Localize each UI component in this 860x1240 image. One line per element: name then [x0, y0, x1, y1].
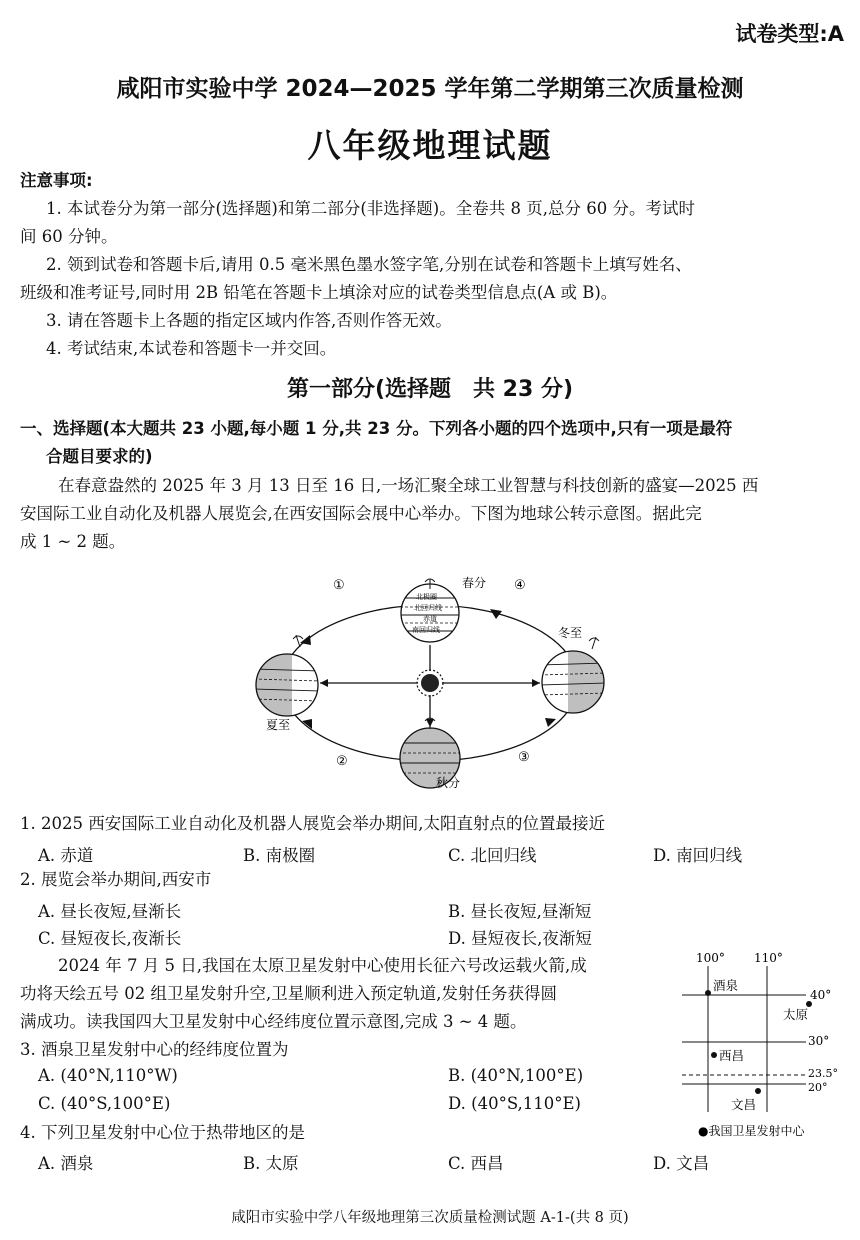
label-lat-20: 20° [808, 1081, 828, 1094]
label-autumn: 秋分 [436, 776, 461, 790]
q1-option-a[interactable]: A. 赤道 [38, 846, 94, 865]
label-lat-23-5: 23.5° [808, 1067, 838, 1080]
label-jiuquan: 酒泉 [713, 978, 739, 993]
q1-option-d[interactable]: D. 南回归线 [653, 846, 743, 865]
q2-option-d[interactable]: D. 昼短夜长,夜渐短 [448, 929, 592, 948]
q1-stem: 1. 2025 西安国际工业自动化及机器人展览会举办期间,太阳直射点的位置最接近 [20, 814, 605, 833]
q3-option-a[interactable]: A. (40°N,110°W) [38, 1066, 178, 1085]
globe-winter [540, 637, 606, 713]
notice-item-1-line-1: 1. 本试卷分为第一部分(选择题)和第二部分(非选择题)。全卷共 8 页,总分 60 分。考试时 [46, 199, 695, 218]
globe-label-tropic-capricorn: 南回归线 [412, 626, 440, 634]
q2-option-c[interactable]: C. 昼短夜长,夜渐长 [38, 929, 182, 948]
q3-stem: 3. 酒泉卫星发射中心的经纬度位置为 [20, 1040, 289, 1059]
label-taiyuan: 太原 [783, 1007, 809, 1022]
intro-1-line-2: 安国际工业自动化及机器人展览会,在西安国际会展中心举办。下图为地球公转示意图。据此完 [20, 504, 702, 523]
intro-1-line-3: 成 1 ~ 2 题。 [20, 532, 126, 551]
globe-label-tropic-cancer: 北回归线 [414, 604, 442, 612]
q4-option-c[interactable]: C. 西昌 [448, 1154, 504, 1173]
section-heading-line-1: 一、选择题(本大题共 23 小题,每小题 1 分,共 23 分。下列各小题的四个选项中,只有一项是最符 [20, 419, 733, 438]
q3-option-c[interactable]: C. (40°S,100°E) [38, 1094, 171, 1113]
page-footer: 咸阳市实验中学八年级地理第三次质量检测试题 A-1-(共 8 页) [231, 1210, 629, 1226]
q1-option-c[interactable]: C. 北回归线 [448, 846, 537, 865]
q4-option-b[interactable]: B. 太原 [243, 1154, 299, 1173]
globe-spring [400, 579, 460, 642]
notice-item-3: 3. 请在答题卡上各题的指定区域内作答,否则作答无效。 [46, 311, 452, 330]
section-heading-line-2: 合题目要求的) [46, 447, 153, 466]
site-jiuquan [705, 990, 711, 996]
q3-option-b[interactable]: B. (40°N,100°E) [448, 1066, 584, 1085]
q2-option-a[interactable]: A. 昼长夜短,昼渐长 [38, 902, 182, 921]
q2-option-b[interactable]: B. 昼长夜短,昼渐短 [448, 902, 592, 921]
paper-type: 试卷类型:A [735, 22, 844, 46]
globe-label-arctic: 北极圈 [416, 593, 437, 601]
orbit-diagram [240, 565, 620, 800]
label-wenchang: 文昌 [731, 1097, 757, 1112]
q4-stem: 4. 下列卫星发射中心位于热带地区的是 [20, 1123, 305, 1142]
sun-icon [417, 670, 443, 696]
notice-item-2-line-2: 班级和准考证号,同时用 2B 铅笔在答题卡上填涂对应的试卷类型信息点(A 或 B)。 [20, 283, 618, 302]
q4-option-d[interactable]: D. 文昌 [653, 1154, 710, 1173]
intro-2-line-3: 满成功。读我国四大卫星发射中心经纬度位置示意图,完成 3 ~ 4 题。 [20, 1012, 527, 1031]
globe-label-equator: 赤道 [423, 615, 437, 623]
globe-summer [254, 635, 320, 716]
label-lon-110: 110° [754, 951, 783, 965]
arc-label-1: ① [333, 578, 345, 593]
arc-label-3: ③ [518, 750, 530, 765]
school-title: 咸阳市实验中学 2024—2025 学年第二学期第三次质量检测 [116, 76, 744, 102]
notice-heading: 注意事项: [20, 171, 93, 190]
intro-2-line-2: 功将天绘五号 02 组卫星发射升空,卫星顺利进入预定轨道,发射任务获得圆 [20, 984, 557, 1003]
label-spring: 春分 [462, 576, 487, 590]
part-one-title: 第一部分(选择题 共 23 分) [286, 377, 574, 402]
q1-option-b[interactable]: B. 南极圈 [243, 846, 316, 865]
site-xichang [711, 1052, 717, 1058]
label-lon-100: 100° [696, 951, 725, 965]
q2-stem: 2. 展览会举办期间,西安市 [20, 870, 212, 889]
label-xichang: 西昌 [719, 1048, 745, 1063]
notice-item-4: 4. 考试结束,本试卷和答题卡一并交回。 [46, 339, 337, 358]
label-lat-40: 40° [810, 988, 832, 1002]
site-wenchang [755, 1088, 761, 1094]
q4-option-a[interactable]: A. 酒泉 [38, 1154, 94, 1173]
label-lat-30: 30° [808, 1034, 830, 1048]
map-legend: ●我国卫星发射中心 [698, 1124, 805, 1138]
q3-option-d[interactable]: D. (40°S,110°E) [448, 1094, 581, 1113]
notice-item-2-line-1: 2. 领到试卷和答题卡后,请用 0.5 毫米黑色墨水签字笔,分别在试卷和答题卡上填写姓名、 [46, 255, 692, 274]
label-winter: 冬至 [558, 626, 583, 640]
arc-label-4: ④ [514, 578, 526, 593]
arc-label-2: ② [336, 754, 348, 769]
label-summer: 夏至 [266, 718, 291, 732]
intro-2-line-1: 2024 年 7 月 5 日,我国在太原卫星发射中心使用长征六号改运载火箭,成 [58, 956, 587, 975]
satellite-center-map [676, 948, 848, 1144]
subject-title: 八年级地理试题 [307, 126, 553, 165]
intro-1-line-1: 在春意盎然的 2025 年 3 月 13 日至 16 日,一场汇聚全球工业智慧与科技创新的盛宴—2025 西 [58, 476, 759, 495]
notice-item-1-line-2: 间 60 分钟。 [20, 227, 118, 246]
